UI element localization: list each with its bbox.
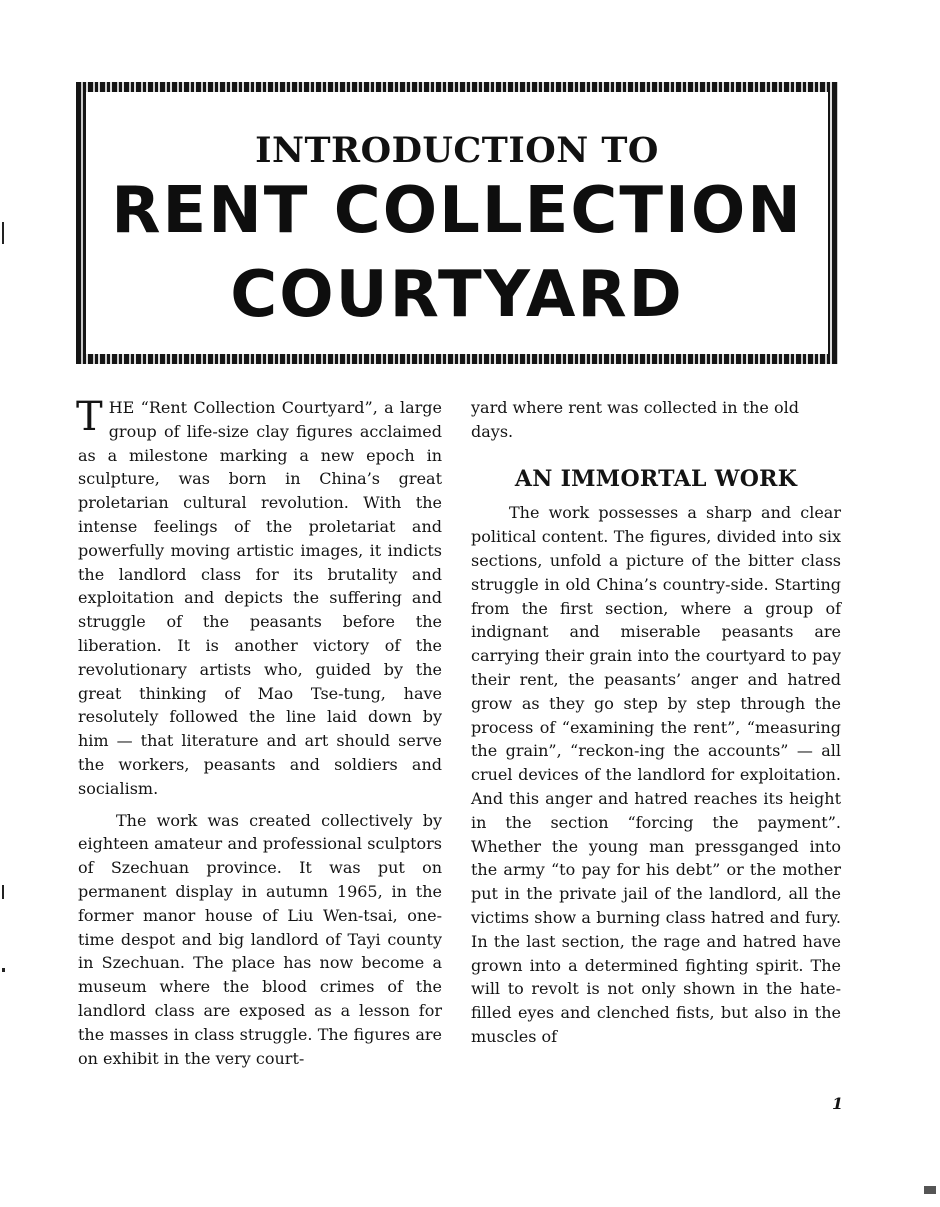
intro-paragraph-text: HE “Rent Collection Courtyard”, a large group of life-size clay figures acclaimed as a milestone marking a new epoch in sculpture, was born in China’s great proletarian cultural revolution. With the intense feelings of the proletariat and powerfully moving artistic images, it indicts the landlord class for its brutality and exploitation and depicts the suffering and struggle of the peasants before the liberation. It is another victory of the revolutionary artists who, guided by the great thinking of Mao Tse-tung, have resolutely followed the line laid down by him — that literature and art should serve the workers, peasants and soldiers and socialism. [78,398,442,798]
page-number: 1 [832,1094,844,1113]
right-column [471,396,841,1049]
immortal-work-paragraph: The work possesses a sharp and clear political content. The figures, divided into six sections, unfold a picture of the bitter class struggle in old China’s country-side. Starting from the first section, where a group of indignant and miserable peasants are carrying their grain into the courtyard to pay their rent, the peasants’ anger and hatred grow as they go step by step through the process of “examining the rent”, “measuring the grain”, “reckon-ing the accounts” — all cruel devices of the landlord for exploitation. And this anger and hatred reaches its height in the section “forcing the payment”. Whether the young man pressganged into the army “to pay for his debt” or the mother put in the private jail of the landlord, all the victims show a burning class hatred and fury. In the last section, the rage and hatred have grown into a determined fighting spirit. The will to revolt is not only shown in the hate-filled eyes and clenched fists, but also in the muscles of [471,503,841,1046]
title-line-courtyard: COURTYARD [230,258,684,332]
scan-mark [2,968,5,972]
scan-mark [924,1186,936,1194]
continuation-paragraph: yard where rent was collected in the old days. [471,398,799,441]
left-column [78,396,442,1070]
creation-paragraph: The work was created collectively by eighteen amateur and professional sculptors of Szechuan province. It was put on permanent display in autumn 1965, in the former manor house of Liu Wen-tsai, one-time despot and big landlord of Tayi county in Szechuan. The place has now become a museum where the blood crimes of the landlord class are exposed as a lesson for the masses in class struggle. The figures are on exhibit in the very court- [78,810,442,1068]
title-line-rent-collection: RENT COLLECTION [111,174,803,248]
drop-cap: T [76,394,103,440]
scan-mark [2,885,4,899]
intro-paragraph [78,396,442,801]
title-line-introduction: INTRODUCTION TO [255,130,659,171]
section-heading: AN IMMORTAL WORK [514,465,798,492]
scan-mark [2,222,4,244]
title-frame [76,82,838,364]
